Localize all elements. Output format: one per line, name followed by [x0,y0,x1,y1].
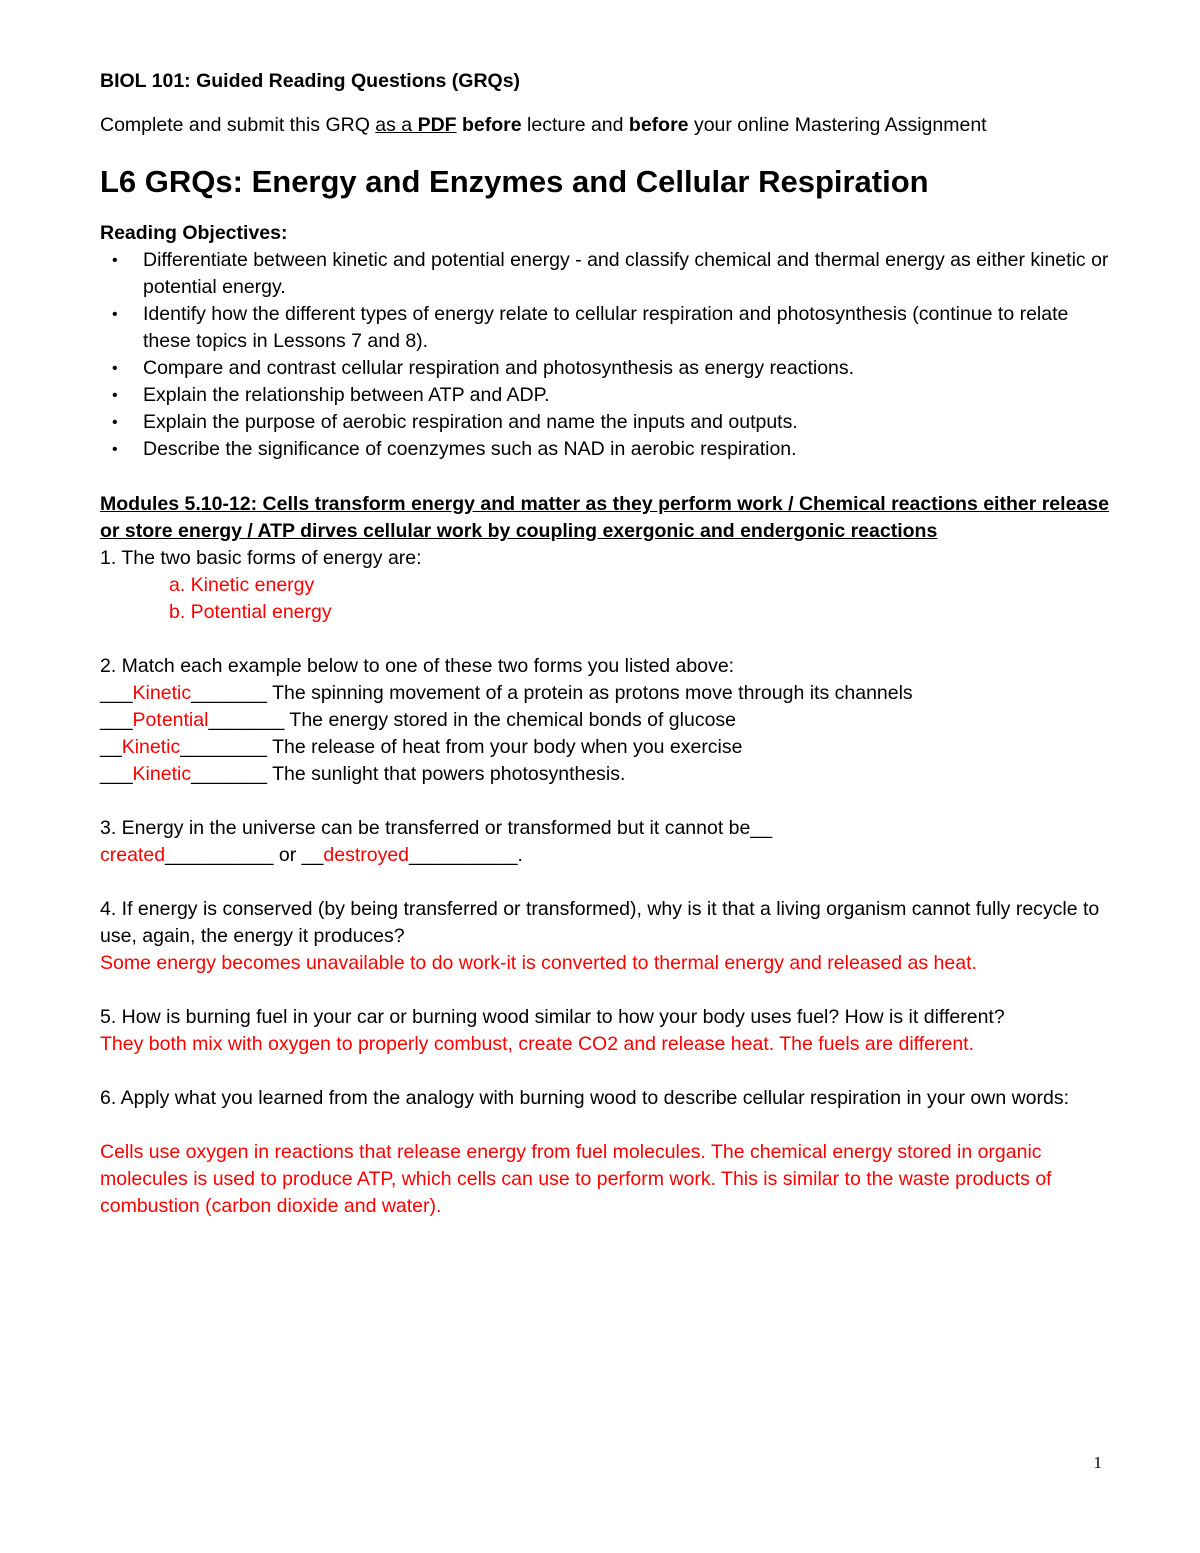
module-heading: Modules 5.10-12: Cells transform energy and matter as they perform work / Chemical reactions either release or store energy / ATP dirves cellular work by coupling exergonic and endergonic reactions [100,493,1109,542]
submission-instruction: Complete and submit this GRQ as a PDF before lecture and before your online Mastering Assignment [100,114,987,136]
question-1-prompt: 1. The two basic forms of energy are: [100,547,422,569]
answer-text: Potential [132,709,209,731]
question-6-prompt: 6. Apply what you learned from the analogy with burning wood to describe cellular respiration in your own words: [100,1087,1070,1109]
answer-text: Kinetic [132,682,192,704]
objective-item: • Explain the purpose of aerobic respiration and name the inputs and outputs. [143,409,1110,436]
course-title: BIOL 101: Guided Reading Questions (GRQs) [100,70,521,92]
question-2-row: __Kinetic________ The release of heat from your body when you exercise [100,736,743,758]
question-2-row: ___Potential_______ The energy stored in the chemical bonds of glucose [100,709,737,731]
question-3-answer: created__________ or __destroyed__________. [100,844,523,866]
question-2-prompt: 2. Match each example below to one of these two forms you listed above: [100,655,735,677]
objective-item: • Describe the significance of coenzymes such as NAD in aerobic respiration. [143,436,1110,463]
question-5-prompt: 5. How is burning fuel in your car or burning wood similar to how your body uses fuel? How is it different? [100,1006,1005,1028]
bullet-icon: • [112,306,118,323]
objective-item: • Compare and contrast cellular respiration and photosynthesis as energy reactions. [143,355,1110,382]
objectives-list [100,247,1110,463]
bullet-icon: • [112,252,118,269]
question-4-answer: Some energy becomes unavailable to do work-it is converted to thermal energy and released as heat. [100,952,977,974]
question-2-row: ___Kinetic_______ The sunlight that powers photosynthesis. [100,763,626,785]
answer-text: Kinetic [121,736,181,758]
page-title: L6 GRQs: Energy and Enzymes and Cellular Respiration [100,164,929,199]
objective-item: • Identify how the different types of energy relate to cellular respiration and photosynthesis (continue to relate these topics in Lessons 7 and 8). [112,303,1069,352]
bullet-icon: • [112,387,118,404]
answer-text: Kinetic [132,763,192,785]
question-5-answer: They both mix with oxygen to properly combust, create CO2 and release heat. The fuels are different. [100,1033,974,1055]
document-page [100,68,1110,1220]
question-6-answer: Cells use oxygen in reactions that release energy from fuel molecules. The chemical energy stored in organic molecules is used to produce ATP, which cells can use to perform work. This is similar to the waste products of combustion (carbon dioxide and water). [100,1141,1052,1217]
objective-item: • Explain the relationship between ATP and ADP. [143,382,1110,409]
question-1-answer-b: b. Potential energy [169,601,332,623]
bullet-icon: • [112,414,118,431]
page-number: 1 [1093,1453,1102,1472]
bullet-icon: • [112,441,118,458]
question-3-prompt: 3. Energy in the universe can be transferred or transformed but it cannot be__ [100,817,773,839]
objectives-heading: Reading Objectives: [100,222,288,244]
question-4-prompt: 4. If energy is conserved (by being transferred or transformed), why is it that a living organism cannot fully recycle to use, again, the energy it produces? [100,898,1100,947]
question-2-row: ___Kinetic_______ The spinning movement of a protein as protons move through its channels [100,682,913,704]
question-1-answer-a: a. Kinetic energy [169,574,315,596]
bullet-icon: • [112,360,118,377]
objective-item: • Differentiate between kinetic and potential energy - and classify chemical and thermal energy as either kinetic or potential energy. [112,249,1109,298]
